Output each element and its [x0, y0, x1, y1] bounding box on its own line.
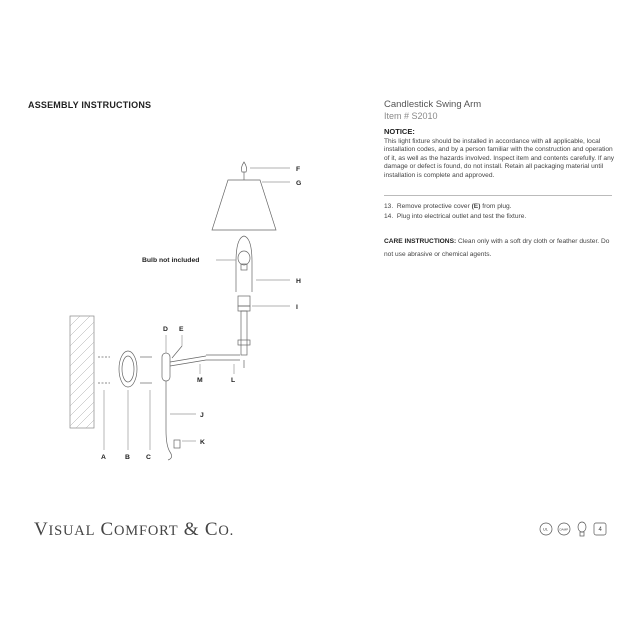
step-part-ref: (E) — [471, 203, 481, 210]
cord-icon — [166, 381, 196, 460]
bulb-count-icon — [594, 523, 606, 535]
svg-text:DAMP: DAMP — [559, 527, 569, 532]
step-text: Plug into electrical outlet and test the fixture. — [396, 213, 527, 220]
part-label-g: G — [296, 180, 302, 187]
page-title: ASSEMBLY INSTRUCTIONS — [28, 100, 152, 110]
notice-text: This light fixture should be installed in accordance with all applicable, local installation codes, and by a person familiar with the construction and operation of it, as well as the hazards involved. Inspect item and contents carefully. If any damage or defect is found, do not install. Retain all packaging material until installation is complete and approved. — [384, 138, 615, 179]
care-text: Clean only with a soft dry cloth or feather duster. Do not use abrasive or chemical agents. — [384, 238, 610, 258]
part-label-h: H — [296, 278, 301, 285]
mounting-plate-icon — [119, 351, 137, 450]
product-name: Candlestick Swing Arm — [384, 99, 482, 110]
part-label-l: L — [231, 377, 236, 384]
bulb-icon — [216, 251, 250, 270]
candlestick-icon — [238, 296, 290, 368]
backplate-icon — [162, 335, 170, 381]
wall-anchor-icon — [98, 357, 110, 450]
svg-text:4: 4 — [598, 527, 602, 533]
wall-icon — [70, 316, 94, 428]
step-text-end: from plug. — [480, 203, 512, 210]
part-label-a: A — [101, 454, 106, 461]
swing-arm-icon — [170, 355, 240, 374]
part-label-b: B — [125, 454, 130, 461]
part-label-i: I — [296, 304, 298, 311]
ul-listed-icon — [540, 523, 552, 535]
part-label-k: K — [200, 439, 205, 446]
screw-icon — [140, 357, 152, 450]
step-number: 13. — [384, 203, 394, 210]
part-label-d: D — [163, 326, 168, 333]
part-label-c: C — [146, 454, 151, 461]
certification-badges — [538, 519, 618, 545]
bulb-not-included-label: Bulb not included — [142, 257, 200, 264]
part-label-j: J — [200, 412, 204, 419]
step-number: 14. — [384, 213, 394, 220]
step-text: Remove protective cover — [396, 203, 472, 210]
lamp-shade-icon — [212, 180, 290, 230]
plug-icon — [174, 440, 196, 448]
notice-heading: NOTICE: — [384, 127, 415, 136]
bulb-icon — [578, 522, 586, 536]
part-label-f: F — [296, 166, 301, 173]
finial-icon — [241, 162, 290, 180]
part-label-m: M — [197, 377, 203, 384]
item-number: Item # S2010 — [384, 111, 438, 121]
part-label-e: E — [179, 326, 184, 333]
care-heading: CARE INSTRUCTIONS: — [384, 238, 457, 245]
protective-cover-icon — [172, 335, 182, 358]
damp-location-icon — [558, 523, 570, 535]
brand-logo: VISUAL COMFORT & CO. — [34, 519, 235, 540]
svg-text:UL: UL — [543, 526, 549, 532]
